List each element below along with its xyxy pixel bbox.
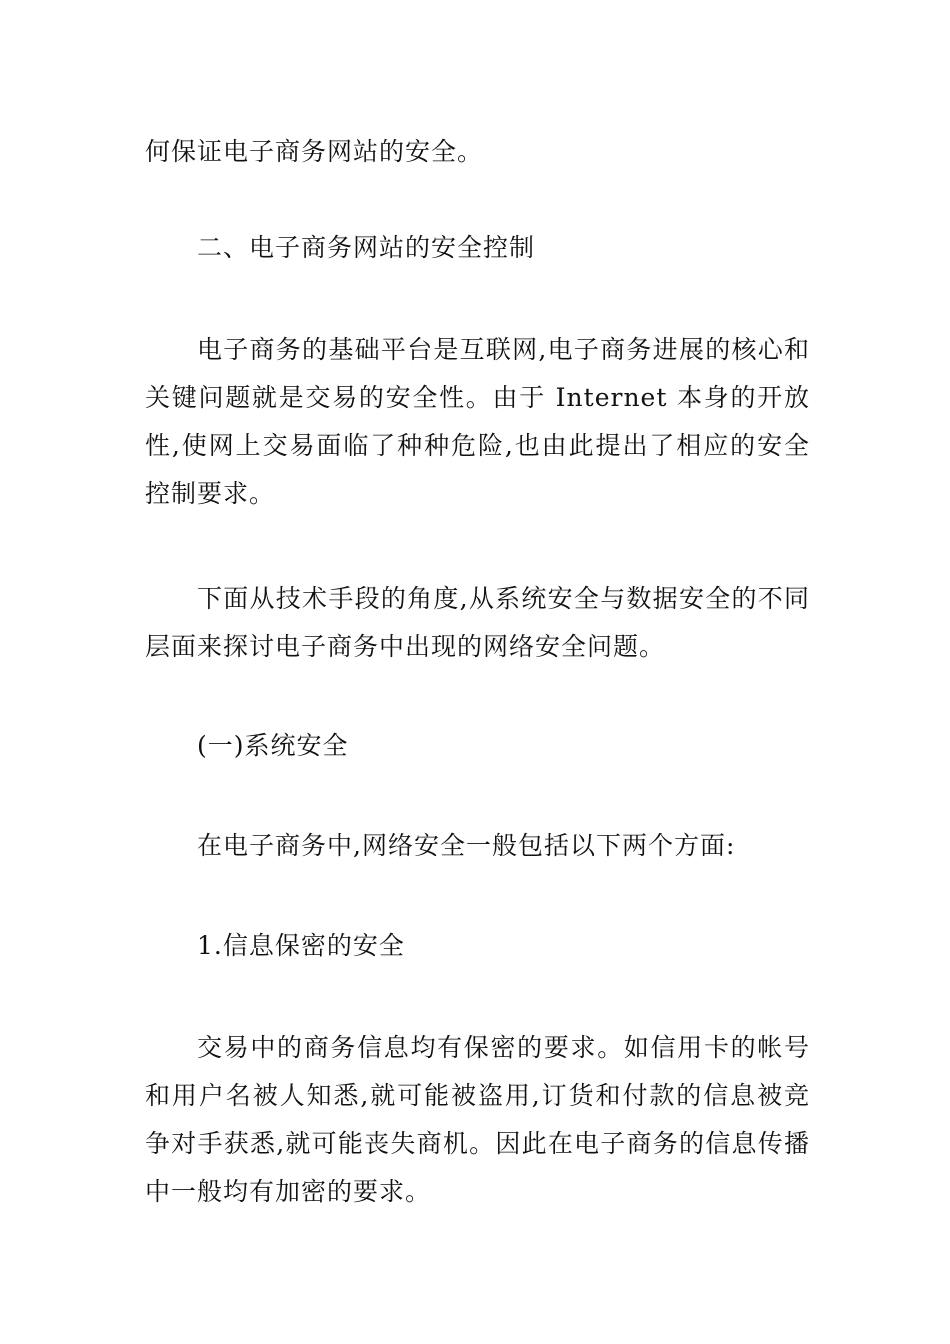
subsection-heading: (一)系统安全 xyxy=(197,731,349,760)
list-item-heading: 1.信息保密的安全 xyxy=(197,931,405,960)
paragraph-body: 在电子商务中,网络安全一般包括以下两个方面: xyxy=(197,831,736,860)
section-heading: 二、电子商务网站的安全控制 xyxy=(197,233,536,262)
paragraph-body: 下面从技术手段的角度,从系统安全与数据安全的不同层面来探讨电子商务中出现的网络安全问题。 xyxy=(145,584,810,661)
paragraph-body: 电子商务的基础平台是互联网,电子商务进展的核心和关键问题就是交易的安全性。由于 Internet 本身的开放性,使网上交易面临了种种危险,也由此提出了相应的安全控制要求。 xyxy=(145,335,810,508)
paragraph-body: 交易中的商务信息均有保密的要求。如信用卡的帐号和用户名被人知悉,就可能被盗用,订货和付款的信息被竞争对手获悉,就可能丧失商机。因此在电子商务的信息传播中一般均有加密的要求。 xyxy=(145,1033,810,1206)
paragraph-continuation: 何保证电子商务网站的安全。 xyxy=(145,137,484,166)
